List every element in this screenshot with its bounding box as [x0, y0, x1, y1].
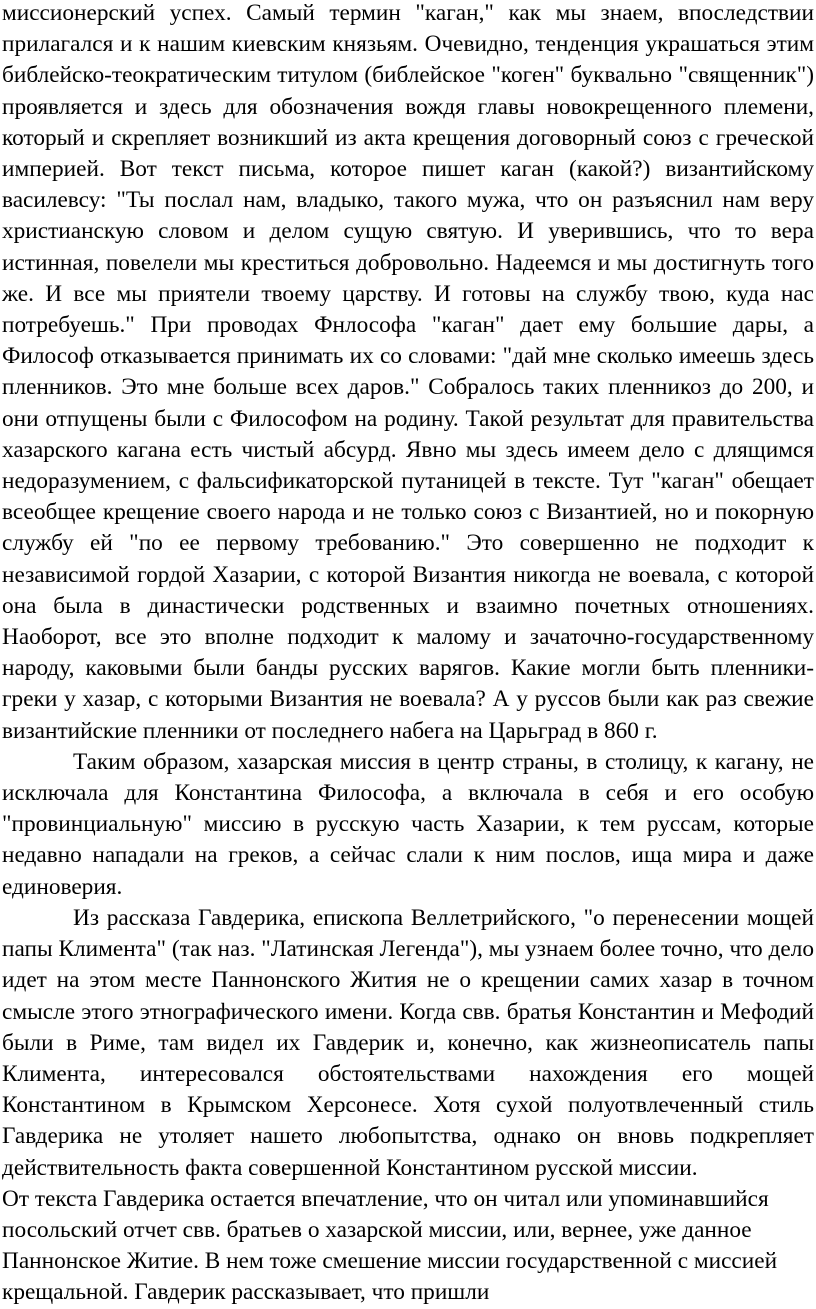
- paragraph-khazar-mission: Таким образом, хазарская миссия в центр страны, в столицу, к кагану, не исключала для Константина Философа, а включала в себя и его особую "провинциальную" миссию в русскую часть Хазарии, к тем руссам, которые недавно нападали на греков, а сейчас слали к ним послов, ища мира и даже единоверия.: [2, 748, 814, 900]
- paragraph-gauderic-impression: От текста Гавдерика остается впечатление, что он читал или упоминавшийся посольский отчет свв. братьев о хазарской миссии, или, вернее, уже данное Паннонское Житие. В нем тоже смешение миссии государственной с миссией крещальной. Гавдерик рассказывает, что пришли: [2, 1185, 778, 1306]
- paragraph-khazar-letter: миссионерский успех. Самый термин "каган," как мы знаем, впоследствии прилагался и к нашим киевским князьям. Очевидно, тенденция украшаться этим библейско-теократическим титулом (библейское "коген" буквально "священник") проявляется и здесь для обозначения вождя главы новокрещенного племени, который и скрепляет возникший из акта крещения договорный союз с греческой империей. Вот текст письма, которое пишет каган (какой?) византийскому василевсу: "Ты послал нам, владыко, такого мужа, что он разъяснил нам веру христианскую словом и делом сущую святую. И уверившись, что то вера истинная, повелели мы креститься добровольно. Надеемся и мы достигнуть того же. И все мы приятели твоему царству. И готовы на службу твою, куда нас потребуешь." При проводах Фнлософа "каган" дает ему большие дары, а Философ отказывается принимать их со словами: "дай мне сколько имеешь здесь пленников. Это мне больше всех даров." Собралось таких пленникоз до 200, и они отпущены были с Философом на родину. Такой результат для правительства хазарского кагана есть чистый абсурд. Явно мы здесь имеем дело с длящимся недоразумением, с фальсификаторской путаницей в тексте. Тут "каган" обещает всеобщее крещение своего народа и не только союз с Византией, но и покорную службу ей "по ее первому требованию." Это совершенно не подходит к независимой гордой Хазарии, с которой Византия никогда не воевала, с которой она была в династически родственных и взаимно почетных отношениях. Наоборот, все это вполне подходит к малому и зачаточно-государственному народу, каковыми были банды русских варягов. Какие могли быть пленники-греки у хазар, с которыми Византия не воевала? А у руссов были как раз свежие византийские пленники от последнего набега на Царьград в 860 г.: [2, 0, 814, 744]
- paragraph-gauderic-account: Из рассказа Гавдерика, епископа Веллетрийского, "о перенесении мощей папы Климента" (так наз. "Латинская Легенда"), мы узнаем более точно, что дело идет на этом месте Паннонского Жития не о крещении самих хазар в точном смысле этого этнографического имени. Когда свв. братья Константин и Мефодий были в Риме, там видел их Гавдерик и, конечно, как жизнеописатель папы Климента, интересовался обстоятельствами нахождения его мощей Константином в Крымском Херсонесе. Хотя сухой полуотвлеченный стиль Гавдерика не утоляет нашето любопытства, однако он вновь подкрепляет действительность факта совершенной Константином русской миссии.: [2, 904, 814, 1181]
